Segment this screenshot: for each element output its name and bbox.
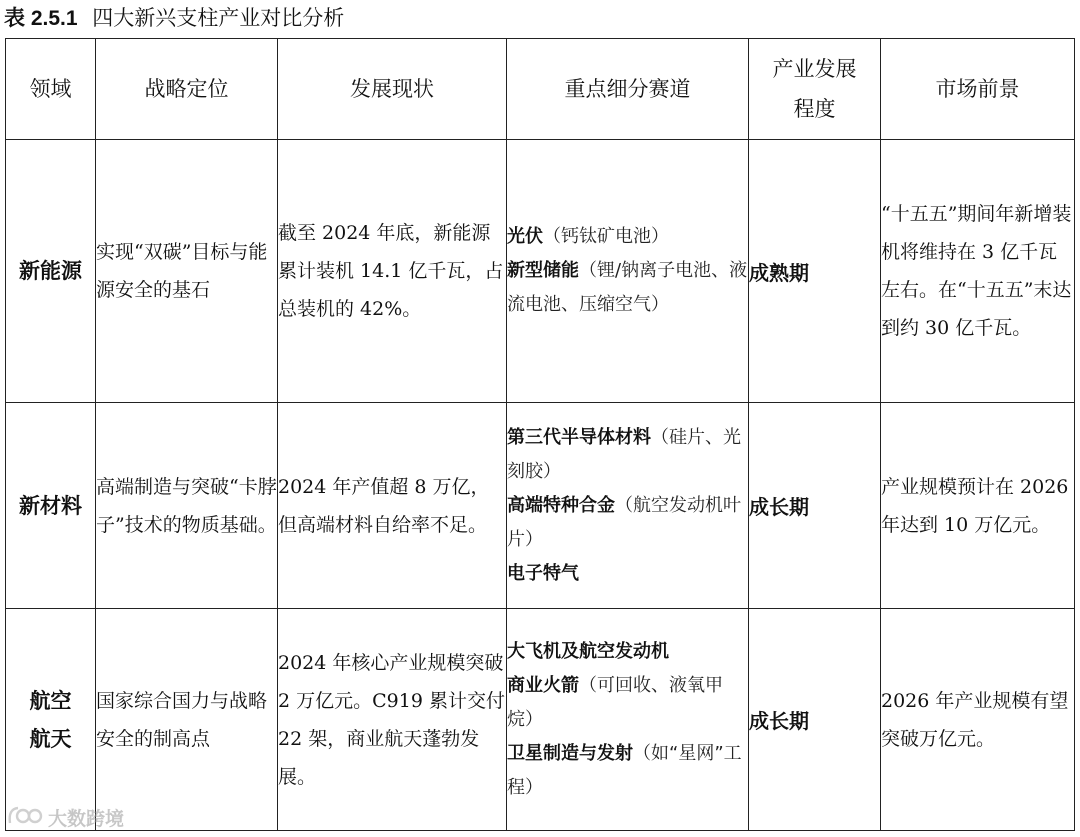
- segment-item: 光伏（钙钛矿电池）: [507, 226, 669, 247]
- table-row: [6, 140, 1075, 403]
- header-stage-line2: 程度: [793, 97, 836, 121]
- table-number: 表 2.5.1: [4, 7, 78, 30]
- cell-positioning: 实现“双碳”目标与能源安全的基石: [96, 140, 278, 403]
- logo-icon: [6, 803, 44, 832]
- cell-outlook: 2026 年产业规模有望突破万亿元。: [881, 609, 1075, 831]
- domain-line2: 航天: [29, 726, 72, 751]
- header-row: [6, 39, 1075, 140]
- table-caption: [4, 2, 344, 34]
- cell-segments: [507, 140, 749, 403]
- table-row: [6, 609, 1075, 831]
- cell-stage: 成熟期: [749, 140, 881, 403]
- header-outlook: 市场前景: [881, 39, 1075, 140]
- watermark: [6, 803, 124, 831]
- cell-domain: 新材料: [6, 403, 96, 609]
- segment-item: 大飞机及航空发动机: [507, 640, 669, 662]
- header-domain: 领域: [6, 39, 96, 140]
- cell-segments: [507, 609, 749, 831]
- domain-line1: 航空: [29, 688, 72, 713]
- watermark-text: 大数跨境: [48, 807, 125, 830]
- cell-outlook: 产业规模预计在 2026 年达到 10 万亿元。: [881, 403, 1075, 609]
- header-positioning: 战略定位: [96, 39, 278, 140]
- comparison-table: [5, 38, 1075, 831]
- cell-status: 2024 年产值超 8 万亿，但高端材料自给率不足。: [278, 403, 507, 609]
- table-row: [6, 403, 1075, 609]
- cell-status: 2024 年核心产业规模突破 2 万亿元。C919 累计交付 22 架，商业航天蓬勃发展。: [278, 609, 507, 831]
- segment-item: 卫星制造与发射（如“星网”工程）: [507, 742, 742, 798]
- cell-stage: 成长期: [749, 609, 881, 831]
- cell-status: 截至 2024 年底，新能源累计装机 14.1 亿千瓦，占总装机的 42%。: [278, 140, 507, 403]
- cell-domain: 新能源: [6, 140, 96, 403]
- cell-domain: [6, 609, 96, 831]
- segment-item: 新型储能（锂/钠离子电池、液流电池、压缩空气）: [507, 260, 748, 315]
- header-stage-line1: 产业发展: [772, 57, 857, 81]
- header-segments: 重点细分赛道: [507, 39, 749, 140]
- cell-positioning: 高端制造与突破“卡脖子”技术的物质基础。: [96, 403, 278, 609]
- segment-item: 电子特气: [507, 562, 579, 584]
- segment-item: 高端特种合金（航空发动机叶片）: [507, 494, 741, 550]
- cell-positioning: 国家综合国力与战略安全的制高点: [96, 609, 278, 831]
- cell-segments: [507, 403, 749, 609]
- segment-item: 商业火箭（可回收、液氧甲烷）: [507, 674, 723, 730]
- header-status: 发展现状: [278, 39, 507, 140]
- table-title: 四大新兴支柱产业对比分析: [92, 6, 345, 30]
- segment-item: 第三代半导体材料（硅片、光刻胶）: [507, 426, 741, 482]
- header-stage: [749, 39, 881, 140]
- cell-stage: 成长期: [749, 403, 881, 609]
- cell-outlook: “十五五”期间年新增装机将维持在 3 亿千瓦左右。在“十五五”末达到约 30 亿千瓦。: [881, 140, 1075, 403]
